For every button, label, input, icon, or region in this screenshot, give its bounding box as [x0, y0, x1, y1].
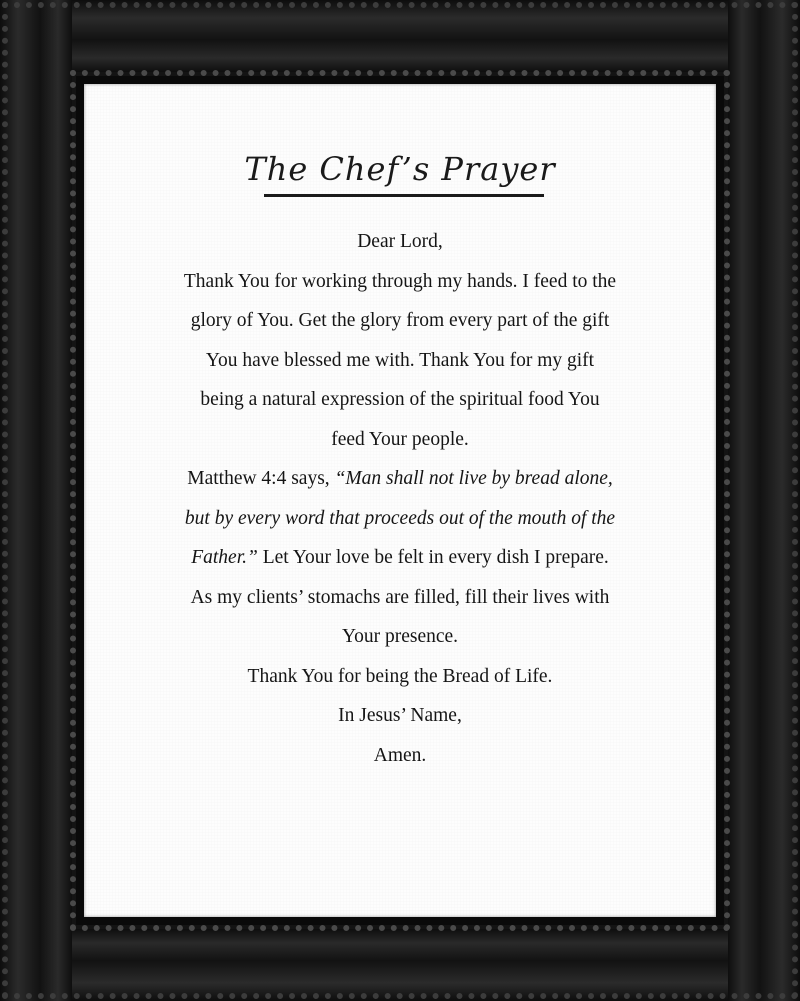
paragraph2-line [128, 459, 672, 499]
paragraph1-line: Thank You for working through my hands. I feed to the [183, 270, 617, 292]
closing-line: In Jesus’ Name, [338, 705, 462, 726]
document-title: The Chef’s Prayer [244, 150, 556, 188]
paragraph2-line: As my clients’ stomachs are filled, fill their lives with [190, 586, 610, 608]
salutation: Dear Lord, [357, 231, 443, 252]
closing-line: Thank You for being the Bread of Life. [247, 665, 553, 687]
paragraph2-text: Let Your love be felt in every dish I prepare. [257, 547, 609, 568]
scripture-quote: “Man shall not live by bread alone, [334, 468, 613, 489]
scripture-quote: but by every word that proceeds out of the mouth of the [184, 507, 616, 529]
prayer-body [128, 222, 672, 775]
paragraph1-line: being a natural expression of the spiritual food You [200, 389, 600, 410]
closing-amen: Amen. [373, 744, 427, 766]
paragraph2-line: Your presence. [341, 626, 459, 647]
paragraph2-line [128, 538, 672, 578]
scripture-quote: Father.” [191, 547, 258, 568]
paragraph1-line: feed Your people. [331, 428, 469, 450]
scripture-reference: Matthew 4:4 says, [187, 468, 335, 489]
title-wrap [84, 150, 716, 190]
paragraph1-line: glory of You. Get the glory from every part of the gift [190, 310, 610, 331]
paragraph1-line: You have blessed me with. Thank You for my gift [205, 349, 595, 371]
prayer-sheet [84, 84, 716, 917]
title-underline [264, 194, 544, 197]
